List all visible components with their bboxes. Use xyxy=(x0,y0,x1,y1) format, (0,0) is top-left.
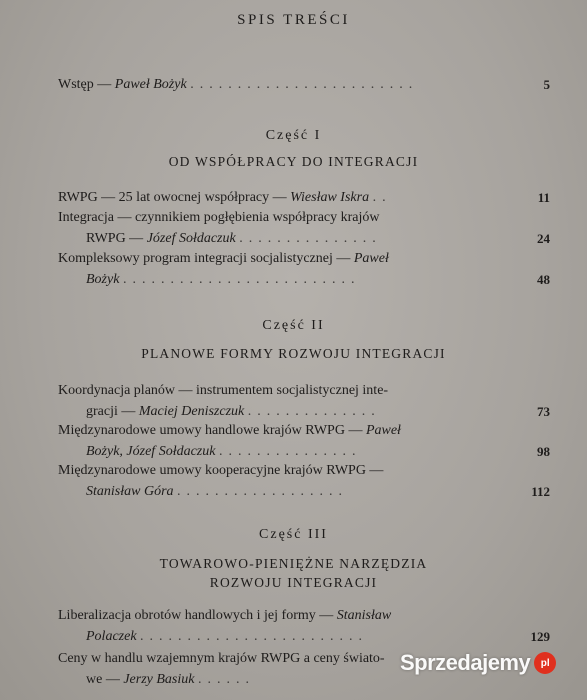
part-title xyxy=(0,152,587,171)
toc-entry-line xyxy=(58,401,550,422)
toc-entry-line xyxy=(58,228,550,249)
entry-author: Stanisław Góra xyxy=(86,484,174,499)
entry-title: Liberalizacja obrotów handlowych i jej formy — xyxy=(58,608,334,623)
toc-entry-line xyxy=(58,207,550,228)
entry-author: Józef Sołdaczuk xyxy=(146,231,236,246)
toc-entry-line xyxy=(58,248,550,269)
part-label: Część III xyxy=(259,527,328,542)
entry-title: gracji — xyxy=(86,404,136,419)
entry-author: Paweł Bożyk xyxy=(114,77,187,92)
entry-title: Koordynacja planów — instrumentem socjalistycznej inte- xyxy=(58,383,389,398)
entry-title: Integracja — czynnikiem pogłębienia współpracy krajów xyxy=(58,210,380,225)
part-label: Część II xyxy=(262,318,325,333)
leader-dots: ......................... xyxy=(122,272,361,287)
entry-author: Polaczek xyxy=(86,629,137,644)
entry-author: Bożyk xyxy=(86,272,120,287)
entry-author: Jerzy Basiuk xyxy=(123,672,195,687)
entry-page-number: 48 xyxy=(537,272,550,287)
toc-entry xyxy=(58,248,550,290)
watermark-logo xyxy=(400,643,556,683)
entry-title: Międzynarodowe umowy kooperacyjne krajów RWPG — xyxy=(58,463,384,478)
toc-entry xyxy=(58,605,550,647)
part-title-line: ROZWOJU INTEGRACJI xyxy=(209,575,378,590)
part-label: Część I xyxy=(265,128,322,143)
entry-page-number: 98 xyxy=(537,444,550,459)
part-title xyxy=(0,344,587,363)
entry-author: Maciej Deniszczuk xyxy=(138,404,245,419)
part-title-line: TOWAROWO-PIENIĘŻNE NARZĘDZIA xyxy=(159,556,428,571)
leader-dots: ............... xyxy=(239,231,382,246)
entry-author: Paweł xyxy=(365,423,401,438)
leader-dots: ........................ xyxy=(190,77,419,92)
part-title xyxy=(0,554,587,592)
toc-entry-line xyxy=(58,481,550,502)
leader-dots: .............. xyxy=(247,404,381,419)
toc-entry xyxy=(58,380,550,422)
entry-author: Paweł xyxy=(353,251,389,266)
leader-dots: ............... xyxy=(218,444,362,459)
entry-page-number: 112 xyxy=(531,484,550,499)
toc-entry-intro xyxy=(58,74,550,95)
part-title-line: OD WSPÓŁPRACY DO INTEGRACJI xyxy=(168,154,419,169)
entry-title: Ceny w handlu wzajemnym krajów RWPG a ceny świato- xyxy=(58,651,385,666)
entry-author: Wiesław Iskra xyxy=(290,190,370,205)
entry-page-number: 129 xyxy=(530,629,550,644)
leader-dots: .................. xyxy=(177,484,349,499)
toc-entry xyxy=(58,460,550,502)
entry-page-number: 24 xyxy=(537,231,550,246)
toc-entry-line xyxy=(58,187,550,208)
entry-page-number: 73 xyxy=(537,404,550,419)
entry-page-number: 5 xyxy=(543,77,550,92)
toc-entry-line xyxy=(58,269,550,290)
toc-entry xyxy=(58,207,550,249)
entry-page-number: 11 xyxy=(537,190,550,205)
toc-entry-line xyxy=(58,380,550,401)
leader-dots: ........................ xyxy=(140,629,369,644)
entry-author: Bożyk, Józef Sołdaczuk xyxy=(86,444,216,459)
toc-entry-line xyxy=(58,460,550,481)
toc-entry xyxy=(58,187,550,208)
toc-entry-line xyxy=(58,605,550,626)
entry-author: Stanisław xyxy=(336,608,392,623)
entry-title: RWPG — 25 lat owocnej współpracy — xyxy=(58,190,287,205)
entry-title: we — xyxy=(86,672,120,687)
leader-dots: ...... xyxy=(197,672,255,687)
leader-dots: .. xyxy=(372,190,392,205)
watermark-badge-text: pl xyxy=(540,657,550,669)
watermark-text: Sprzedajemy xyxy=(400,650,531,675)
toc-entry xyxy=(58,420,550,462)
entry-title: Międzynarodowe umowy handlowe krajów RWPG — xyxy=(58,423,363,438)
entry-title: Kompleksowy program integracji socjalistycznej — xyxy=(58,251,351,266)
toc-entry-line xyxy=(58,441,550,462)
page-title: SPIS TREŚCI xyxy=(237,12,350,28)
part-title-line: PLANOWE FORMY ROZWOJU INTEGRACJI xyxy=(141,346,446,361)
toc-entry-line xyxy=(58,420,550,441)
toc-entry-line xyxy=(58,74,550,95)
entry-title: Wstęp — xyxy=(58,77,112,92)
watermark-badge-icon xyxy=(534,652,556,674)
entry-title: RWPG — xyxy=(86,231,144,246)
